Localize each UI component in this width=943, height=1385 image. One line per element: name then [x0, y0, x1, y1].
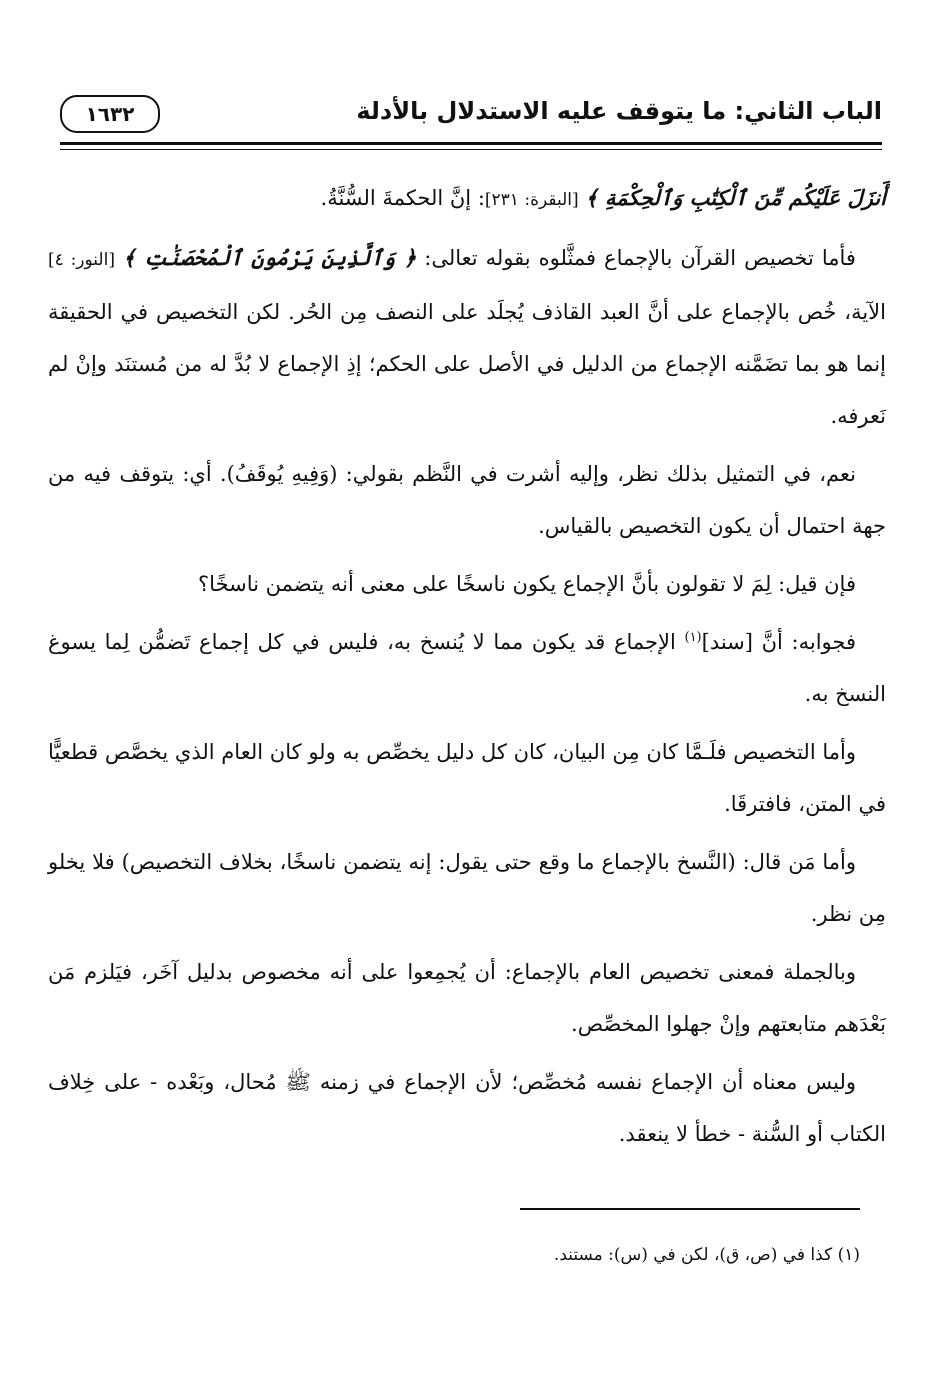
page-header — [60, 95, 882, 139]
paragraph-text: الآية، خُص بالإجماع على أنَّ العبد القاذف يُجلَد على النصف مِن الحُر. لكن التخصيص في الحقيقة إنما هو بما تضَمَّنه الإجماع من الدليل في الأصل على الحكم؛ إذِ الإجماع لا بُدَّ له من مُستنَد وإنْ لم نَعرفه. — [48, 300, 886, 428]
header-rule-thick — [60, 142, 882, 145]
verse-reference: [النور: ٤] — [48, 250, 115, 270]
paragraph-8: وبالجملة فمعنى تخصيص العام بالإجماع: أن يُجمِعوا على أنه مخصوص بدليل آخَر، فيَلزم مَن بَعْدَهم متابعتهم وإنْ جهلوا المخصِّص. — [48, 960, 886, 1036]
footnote-marker[interactable]: (١) — [684, 630, 702, 645]
page-number-badge: ١٦٣٢ — [60, 95, 160, 133]
paragraph-4: فإن قيل: لِمَ لا تقولون بأنَّ الإجماع يكون ناسخًا على معنى أنه يتضمن ناسخًا؟ — [198, 572, 856, 596]
verse-reference: [البقرة: ٢٣١] — [484, 190, 579, 210]
quran-verse: ﴿ وَٱلَّذِينَ يَرْمُونَ ٱلْمُحْصَنَٰتِ ﴾ — [123, 245, 417, 270]
main-text — [48, 172, 886, 1166]
paragraph-text: فأما تخصيص القرآن بالإجماع فمثَّلوه بقوله تعالى: — [416, 246, 856, 270]
paragraph-3: نعم، في التمثيل بذلك نظر، وإليه أشرت في النَّظم بقولي: (وَفِيهِ يُوقَفُ). أي: يتوقف فيه من جهة احتمال أن يكون التخصيص بالقياس. — [48, 462, 886, 538]
quran-verse: أَنزَلَ عَلَيْكُم مِّنَ ٱلْكِتَٰبِ وَٱلْحِكْمَةِ ﴾ — [585, 185, 886, 210]
footnote-separator — [520, 1208, 860, 1210]
header-rule-thin — [60, 149, 882, 150]
paragraph-1 — [48, 172, 886, 226]
chapter-title: الباب الثاني: ما يتوقف عليه الاستدلال بالأدلة — [356, 97, 882, 125]
paragraph-7: وأما مَن قال: (النَّسخ بالإجماع ما وقع حتى يقول: إنه يتضمن ناسخًا، بخلاف التخصيص) فلا يخلو مِن نظر. — [48, 850, 886, 926]
paragraph-6: وأما التخصيص فلَـمَّا كان مِن البيان، كان كل دليل يخصِّص به ولو كان العام الذي يخصَّص قطعيًّا في المتن، فافترقَا. — [48, 740, 886, 816]
paragraph-9: وليس معناه أن الإجماع نفسه مُخصِّص؛ لأن الإجماع في زمنه ﷺ مُحال، وبَعْده - على خِلاف الكتاب أو السُّنة - خطأ لا ينعقد. — [48, 1070, 886, 1146]
paragraph-text: فجوابه: أنَّ [سند] — [701, 630, 856, 654]
paragraph-text: : إنَّ الحكمةَ السُّنَّةُ. — [320, 186, 485, 210]
paragraph-5 — [48, 616, 886, 720]
paragraph-text: الإجماع قد يكون مما لا يُنسخ به، فليس في كل إجماع تَضمُّن لِما يسوغ النسخ به. — [48, 630, 886, 706]
paragraph-2 — [48, 232, 886, 442]
footnote: (١) كذا في (ص، ق)، لكن في (س): مستند. — [553, 1245, 860, 1265]
